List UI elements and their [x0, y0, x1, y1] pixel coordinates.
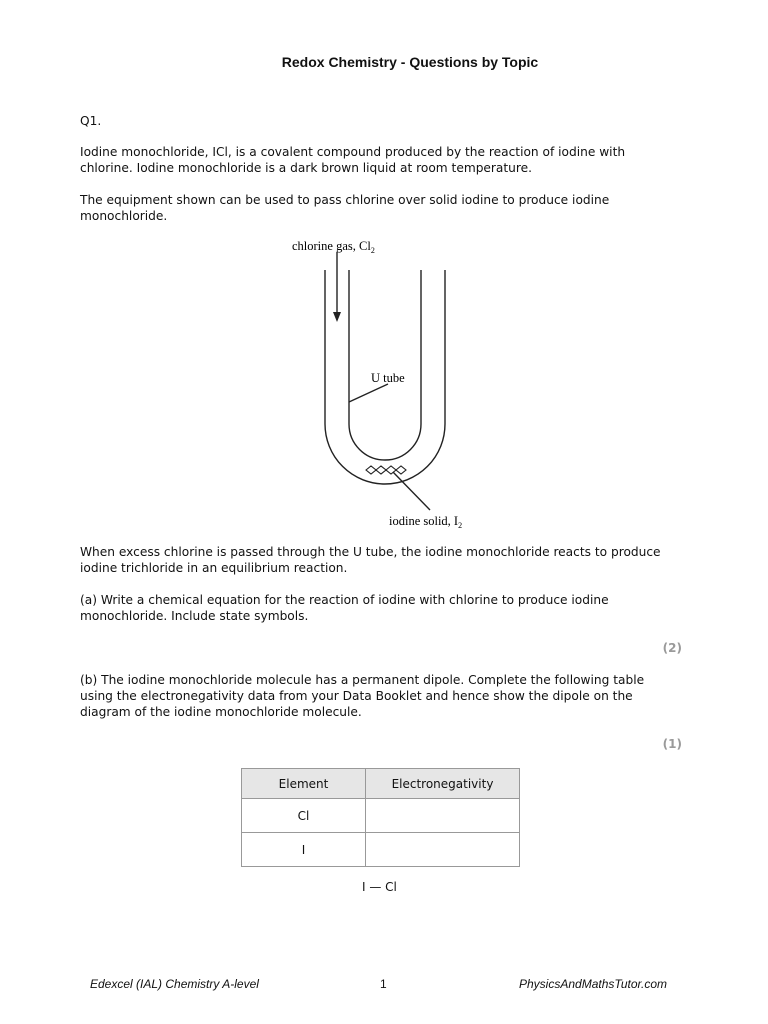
u-tube-leader-line	[349, 384, 388, 402]
footer-page-number: 1	[380, 977, 387, 991]
footer-website: PhysicsAndMathsTutor.com	[519, 977, 668, 991]
icl-molecule-diagram: I — Cl	[362, 880, 397, 894]
excess-chlorine-paragraph: When excess chlorine is passed through the U tube, the iodine monochloride reacts to produce iodine trichloride in an equilibrium reaction.	[80, 545, 661, 575]
label-chlorine-gas: chlorine gas, $Cl_2$	[292, 239, 375, 255]
part-b-marks: (1)	[662, 737, 682, 751]
table-cell-electronegativity-answer[interactable]	[366, 833, 520, 867]
label-u-tube: U tube	[371, 371, 405, 385]
table-cell-element: I	[242, 833, 366, 867]
u-tube-diagram	[280, 232, 520, 532]
question-number: Q1.	[80, 114, 102, 128]
iodine-crystals	[366, 466, 406, 474]
u-tube-inner-wall	[349, 270, 421, 460]
table-header-electronegativity: Electronegativity	[366, 769, 520, 799]
footer-exam-board: Edexcel (IAL) Chemistry A-level	[90, 977, 259, 991]
part-a-marks: (2)	[662, 641, 682, 655]
table-row	[242, 799, 520, 833]
label-iodine-solid: iodine solid, $I_2$	[389, 514, 463, 530]
page-title: Redox Chemistry - Questions by Topic	[281, 54, 539, 70]
table-cell-electronegativity-answer[interactable]	[366, 799, 520, 833]
intro-paragraph: Iodine monochloride, ICl, is a covalent compound produced by the reaction of iodine with chlorine. Iodine monochloride is a dark brown liquid at room temperature.	[80, 145, 626, 175]
electronegativity-table	[241, 768, 520, 867]
table-cell-element: Cl	[242, 799, 366, 833]
chlorine-arrow-head	[333, 312, 341, 322]
equipment-paragraph: The equipment shown can be used to pass chlorine over solid iodine to produce iodine monochloride.	[80, 193, 610, 223]
part-a-text: (a) Write a chemical equation for the reaction of iodine with chlorine to produce iodine monochloride. Include state symbols.	[80, 593, 609, 623]
table-row	[242, 833, 520, 867]
table-header-row	[242, 769, 520, 799]
table-header-element: Element	[242, 769, 366, 799]
part-b-text: (b) The iodine monochloride molecule has a permanent dipole. Complete the following table using the electronegativity data from your Data Booklet and hence show the dipole on the diagram of the iodine monochloride molecule.	[80, 673, 645, 719]
